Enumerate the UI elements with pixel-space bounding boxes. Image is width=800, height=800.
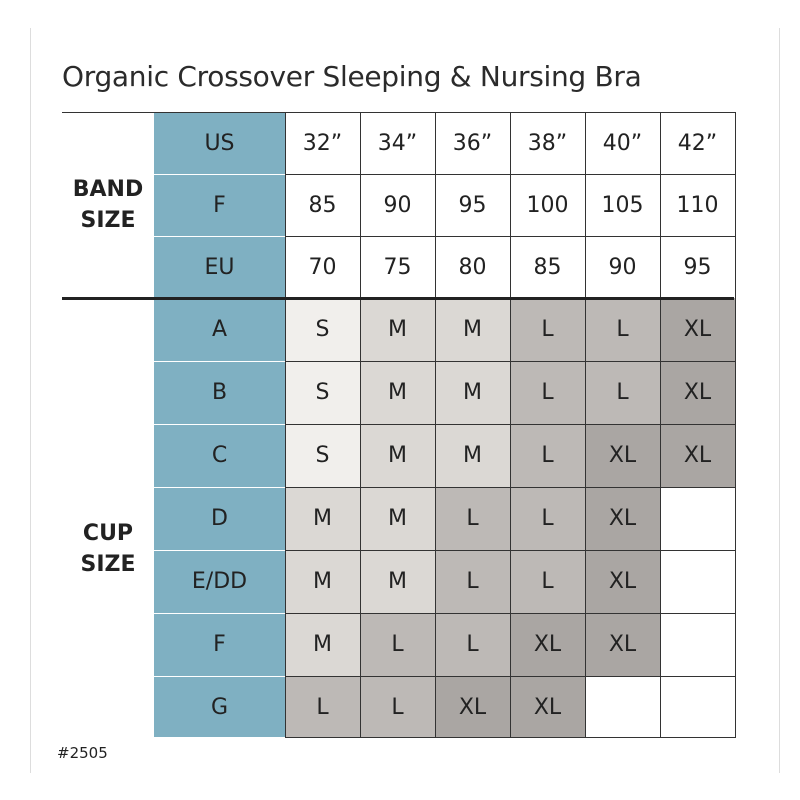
grid-line-horizontal xyxy=(154,361,285,362)
product-code: #2505 xyxy=(57,744,108,762)
grid-line-horizontal xyxy=(62,112,735,113)
cup-size-cell: M xyxy=(435,361,510,424)
band-size-cell: 85 xyxy=(285,174,360,236)
cup-size-cell: L xyxy=(360,676,435,738)
cup-size-cell xyxy=(660,550,735,613)
cup-size-cell: M xyxy=(285,487,360,550)
grid-line-vertical xyxy=(510,112,511,738)
cup-size-cell: XL xyxy=(660,298,735,361)
cup-size-cell: S xyxy=(285,424,360,487)
cup-size-cell: L xyxy=(435,550,510,613)
cup-label: B xyxy=(211,380,228,405)
section-divider xyxy=(62,297,734,300)
right-border-line xyxy=(779,28,780,773)
cup-size-cell: L xyxy=(360,613,435,676)
cup-size-cell: L xyxy=(510,361,585,424)
grid-line-horizontal xyxy=(154,424,285,425)
cup-size-cell: M xyxy=(360,550,435,613)
cup-size-cell: L xyxy=(585,361,660,424)
cup-size-cell: L xyxy=(585,298,660,361)
grid-line-horizontal xyxy=(285,676,735,677)
band-size-cell: 100 xyxy=(510,174,585,236)
cup-size-cell: M xyxy=(285,550,360,613)
band-size-label xyxy=(62,174,154,236)
band-size-cell: 40” xyxy=(585,112,660,174)
band-size-label-line-1: BAND xyxy=(72,177,144,202)
grid-line-horizontal xyxy=(154,487,285,488)
grid-line-vertical xyxy=(585,112,586,738)
left-border-line xyxy=(30,28,31,773)
band-size-cell: 80 xyxy=(435,236,510,298)
band-size-cell: 110 xyxy=(660,174,735,236)
cup-size-cell: L xyxy=(510,298,585,361)
grid-line-horizontal xyxy=(285,550,735,551)
cup-size-cell: L xyxy=(435,613,510,676)
cup-size-cell: M xyxy=(435,424,510,487)
band-size-cell: 38” xyxy=(510,112,585,174)
band-size-cell: 105 xyxy=(585,174,660,236)
grid-line-horizontal xyxy=(285,361,735,362)
cup-size-cell: XL xyxy=(510,676,585,738)
grid-line-horizontal xyxy=(154,550,285,551)
grid-line-vertical xyxy=(285,112,286,738)
band-size-cell: 34” xyxy=(360,112,435,174)
cup-label: D xyxy=(211,506,228,531)
band-size-cell: 70 xyxy=(285,236,360,298)
grid-line-vertical xyxy=(435,112,436,738)
cup-size-label xyxy=(62,518,154,580)
grid-line-horizontal xyxy=(285,737,735,738)
cup-size-cell: M xyxy=(360,298,435,361)
band-size-cell: 95 xyxy=(660,236,735,298)
cup-size-cell: M xyxy=(360,424,435,487)
cup-size-cell: S xyxy=(285,298,360,361)
band-size-cell: 42” xyxy=(660,112,735,174)
grid-line-horizontal xyxy=(154,613,285,614)
cup-size-cell xyxy=(660,613,735,676)
grid-line-horizontal xyxy=(154,676,285,677)
cup-size-cell: L xyxy=(510,550,585,613)
band-system-label: US xyxy=(204,130,235,156)
grid-line-vertical xyxy=(360,112,361,738)
cup-size-cell: S xyxy=(285,361,360,424)
cup-label: F xyxy=(213,632,226,657)
cup-size-cell: M xyxy=(360,487,435,550)
cup-size-label-line-1: CUP xyxy=(82,521,134,546)
cup-size-cell: XL xyxy=(660,424,735,487)
band-system-label: EU xyxy=(204,254,235,280)
band-size-cell: 90 xyxy=(360,174,435,236)
cup-size-cell: XL xyxy=(585,613,660,676)
cup-size-cell: XL xyxy=(585,550,660,613)
grid-line-horizontal xyxy=(285,424,735,425)
band-size-cell: 75 xyxy=(360,236,435,298)
grid-line-vertical xyxy=(660,112,661,738)
cup-size-cell: L xyxy=(435,487,510,550)
cup-size-cell: M xyxy=(285,613,360,676)
cup-label: G xyxy=(210,694,229,720)
band-size-cell: 90 xyxy=(585,236,660,298)
band-size-cell: 36” xyxy=(435,112,510,174)
chart-title: Organic Crossover Sleeping & Nursing Bra xyxy=(62,60,642,93)
grid-line-horizontal xyxy=(285,613,735,614)
cup-size-cell: L xyxy=(510,424,585,487)
band-size-label-line-2: SIZE xyxy=(80,208,136,233)
cup-size-cell: XL xyxy=(585,487,660,550)
cup-size-cell: L xyxy=(510,487,585,550)
cup-label: A xyxy=(211,317,228,342)
cup-size-cell: L xyxy=(285,676,360,738)
cup-label: C xyxy=(211,443,228,468)
cup-size-cell xyxy=(660,676,735,738)
cup-size-cell xyxy=(585,676,660,738)
cup-size-cell: XL xyxy=(435,676,510,738)
grid-line-vertical xyxy=(735,112,736,738)
cup-size-cell: M xyxy=(360,361,435,424)
cup-size-label-line-2: SIZE xyxy=(80,552,136,577)
grid-line-horizontal xyxy=(285,487,735,488)
grid-line-horizontal xyxy=(285,174,735,175)
band-size-cell: 95 xyxy=(435,174,510,236)
band-size-cell: 32” xyxy=(285,112,360,174)
cup-size-cell: XL xyxy=(585,424,660,487)
cup-label: E/DD xyxy=(191,569,248,594)
cup-size-cell: XL xyxy=(660,361,735,424)
band-system-label: F xyxy=(213,192,226,218)
cup-size-cell: XL xyxy=(510,613,585,676)
grid-line-horizontal xyxy=(285,236,735,237)
cup-size-cell: M xyxy=(435,298,510,361)
band-size-cell: 85 xyxy=(510,236,585,298)
cup-size-cell xyxy=(660,487,735,550)
